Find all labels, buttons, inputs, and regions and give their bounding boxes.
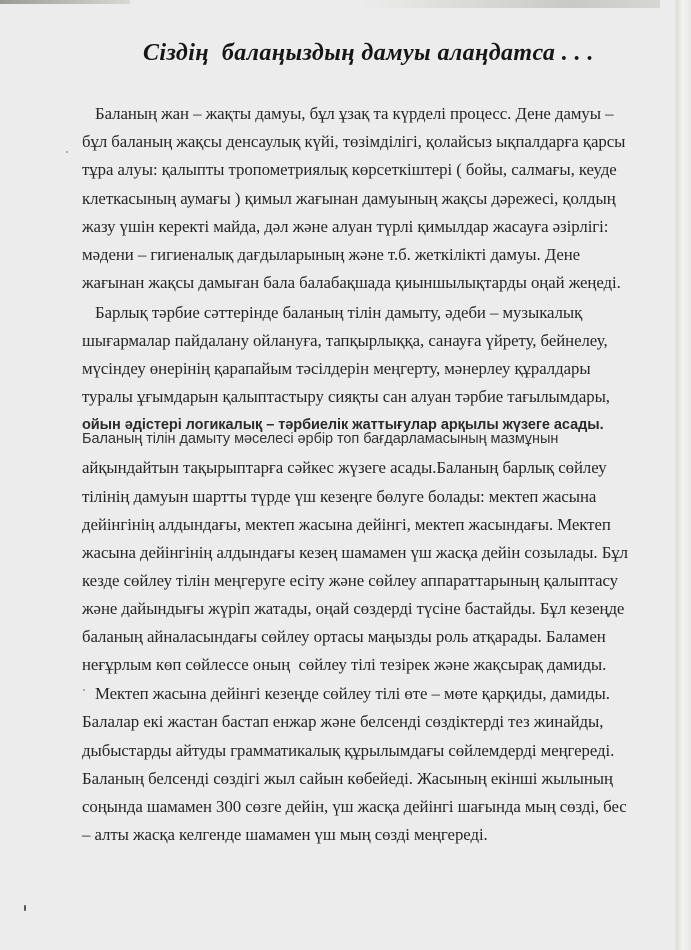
paragraph-3-line-2: Балалар екі жастан бастап енжар және белсенді сөздіктерді тез жинайды, bbox=[82, 712, 604, 731]
paragraph-2-line-11: кезде сөйлеу тілін меңгеруге есіту және сөйлеу аппараттарының қалыптасу bbox=[82, 571, 618, 590]
paragraph-1-line-1: Баланың жан – жақты дамуы, бұл ұзақ та күрделі процесс. Дене дамуы – bbox=[95, 104, 614, 123]
paragraph-3-line-6: – алты жасқа келгенде шамамен үш мың сөзді меңгереді. bbox=[82, 825, 488, 844]
paragraph-2-line-1: Барлық тәрбие сәттерінде баланың тілін дамыту, әдеби – музыкалық bbox=[95, 303, 583, 322]
paragraph-3-line-4: Баланың белсенді сөздігі жыл сайын көбейеді. Жасының екінші жылының bbox=[82, 769, 613, 788]
scan-page-edge bbox=[677, 0, 691, 950]
scan-edge-shadow bbox=[360, 0, 660, 8]
paragraph-2-line-2: шығармалар пайдалану ойлануға, тапқырлыққа, санауға үйрету, бейнелеу, bbox=[82, 331, 608, 350]
paragraph-3-line-3: дыбыстарды айтуды грамматикалық құрылымдағы сөйлемдерді меңгереді. bbox=[82, 741, 615, 760]
scan-edge-shadow bbox=[0, 0, 130, 4]
paragraph-2-line-4: туралы ұғымдарын қалыптастыру сияқты сан алуан тәрбие тағылымдары, bbox=[82, 387, 610, 406]
paragraph-2-line-10: жасына дейінгінің алдындағы кезең шамамен үш жасқа дейін созылады. Бұл bbox=[82, 543, 628, 562]
paragraph-1-line-3: тұра алуы: қалыпты тропометриялық көрсеткіштері ( бойы, салмағы, кеуде bbox=[82, 160, 617, 179]
page-title: Сіздің балаңыздың дамуы алаңдатса . . . bbox=[143, 40, 594, 66]
paragraph-1-line-2: бұл баланың жақсы денсаулық күйі, төзімділігі, қолайсыз ықпалдарға қарсы bbox=[82, 132, 626, 151]
paragraph-2-line-5: ойын әдістері логикалық – тәрбиелік жаттығулар арқылы жүзеге асады. bbox=[82, 417, 604, 433]
paragraph-1-line-7: жағынан жақсы дамыған бала балабақшада қиыншылықтарды оңай жеңеді. bbox=[82, 273, 621, 292]
paragraph-3-line-5: соңында шамамен 300 сөзге дейін, үш жасқа дейінгі шағында мың сөзді, бес bbox=[82, 797, 627, 816]
paragraph-2-line-14: неғұрлым көп сөйлессе оның сөйлеу тілі тезірек және жақсырақ дамиды. bbox=[82, 655, 607, 674]
paragraph-2-line-7: айқындайтын тақырыптарға сәйкес жүзеге асады.Баланың барлық сөйлеу bbox=[82, 458, 607, 477]
scan-speck bbox=[66, 151, 68, 153]
paragraph-2-line-8: тілінің дамуын шартты түрде үш кезеңге бөлуге болады: мектеп жасына bbox=[82, 487, 597, 506]
scan-speck bbox=[83, 689, 85, 691]
paragraph-2-line-9: дейінгінің алдындағы, мектеп жасына дейінгі, мектеп жасындағы. Мектеп bbox=[82, 515, 611, 534]
paragraph-2-line-12: және дайындығы жүріп жатады, оңай сөздерді түсіне бастайды. Бұл кезеңде bbox=[82, 599, 625, 618]
paragraph-1-line-4: клеткасының аумағы ) қимыл жағынан дамуының жақсы дәрежесі, қолдың bbox=[82, 189, 616, 208]
paragraph-2-line-3: мүсіндеу өнерінің қарапайым тәсілдерін меңгерту, мәнерлеу құралдары bbox=[82, 359, 591, 378]
paragraph-3-line-1: Мектеп жасына дейінгі кезеңде сөйлеу тілі өте – мөте қарқиды, дамиды. bbox=[95, 684, 610, 703]
scan-speck bbox=[24, 905, 26, 911]
paragraph-1-line-5: жазу үшін керекті майда, дәл және алуан түрлі қимылдар жасауға әзірлігі: bbox=[82, 217, 609, 236]
paragraph-2-line-13: баланың айналасындағы сөйлеу ортасы маңызды роль атқарады. Баламен bbox=[82, 627, 606, 646]
paragraph-1-line-6: мәдени – гигиеналық дағдыларының және т.б. жеткілікті дамуы. Дене bbox=[82, 245, 581, 264]
paragraph-2-line-6: Баланың тілін дамыту мәселесі әрбір топ бағдарламасының мазмұнын bbox=[82, 431, 559, 447]
